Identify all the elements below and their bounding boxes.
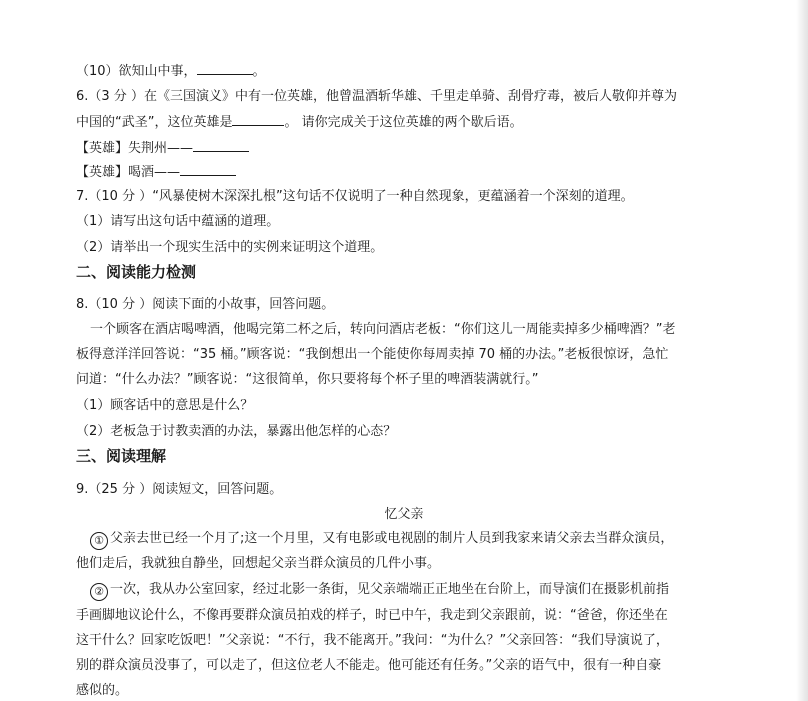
xiehouyu-2-text: 【英雄】喝酒—— [76,165,181,180]
section-heading-3: 三、阅读理解 [76,447,167,465]
q7-sub2: （2）请举出一个现实生活中的实例来证明这个道理。 [76,240,384,255]
answer-blank[interactable] [193,139,249,152]
q10-item [76,62,266,81]
passage-para1-line2: 他们走后，我就独自静坐，回想起父亲当群众演员的几件小事。 [76,556,441,571]
passage-para2-line4: 别的群众演员没事了，可以走了，但这位老人不能走。他可能还有任务。”父亲的语气中，很有一种自豪 [76,658,662,673]
passage-para2-line1 [90,581,669,601]
answer-blank[interactable] [232,113,284,126]
q7-stem: 7.（10 分 ）“风暴使树木深深扎根”这句话不仅说明了一种自然现象，更蕴涵着一个深刻的道理。 [76,189,634,204]
q10-suffix: 。 [252,64,266,79]
xiehouyu-1-text: 【英雄】失荆州—— [76,141,194,156]
q10-text: （10）欲知山中事， [76,64,197,79]
q9-stem: 9.（25 分 ）阅读短文，回答问题。 [76,482,283,497]
para1-text: 父亲去世已经一个月了;这一个月里，又有电影或电视剧的制片人员到我家来请父亲去当群众演员， [110,531,674,546]
q6-text-b: 。 请你完成关于这位英雄的两个歇后语。 [284,115,523,130]
q6-xiehouyu-1 [76,139,249,158]
para2-text: 一次，我从办公室回家，经过北影一条街，见父亲端端正正地坐在台阶上，而导演们在摄影机前指 [110,582,670,597]
q8-story-line3: 问道：“什么办法？”顾客说：“这很简单，你只要将每个杯子里的啤酒装满就行。” [76,372,539,387]
q6-stem-line2 [76,113,523,132]
q8-sub2: （2）老板急于讨教卖酒的办法，暴露出他怎样的心态？ [76,424,397,439]
q8-story-line1: 一个顾客在酒店喝啤酒，他喝完第二杯之后，转向问酒店老板：“你们这儿一周能卖掉多少桶啤酒？”老 [90,322,676,337]
paragraph-number-1: ① [90,532,108,550]
paragraph-number-2: ② [90,583,108,601]
q7-sub1: （1）请写出这句话中蕴涵的道理。 [76,214,280,229]
answer-blank[interactable] [180,163,236,176]
q8-stem: 8.（10 分 ）阅读下面的小故事，回答问题。 [76,297,335,312]
passage-para1-line1 [90,530,673,550]
section-heading-2: 二、阅读能力检测 [76,263,197,281]
q8-story-line2: 板得意洋洋回答说：“35 桶。”顾客说：“我倒想出一个能使你每周卖掉 70 桶的办法。”老板很惊讶，急忙 [76,347,669,362]
page-edge-shadow [796,0,808,701]
q6-xiehouyu-2 [76,163,236,182]
answer-blank[interactable] [197,62,253,75]
passage-para2-line2: 手画脚地议论什么，不像再要群众演员拍戏的样子，时已中午，我走到父亲跟前，说：“爸爸，你还坐在 [76,608,668,623]
passage-para2-line3: 这干什么？回家吃饭吧！”父亲说：“不行，我不能离开。”我问：“为什么？”父亲回答：“我们导演说了， [76,633,669,648]
q6-text-a: 中国的“武圣”，这位英雄是 [76,115,233,130]
q8-sub1: （1）顾客话中的意思是什么？ [76,398,254,413]
passage-para2-line5: 感似的。 [76,683,129,698]
q6-stem-line1: 6.（3 分 ）在《三国演义》中有一位英雄，他曾温酒斩华雄、千里走单骑、刮骨疗毒，被后人敬仰并尊为 [76,89,677,104]
passage-title: 忆父亲 [384,507,424,522]
